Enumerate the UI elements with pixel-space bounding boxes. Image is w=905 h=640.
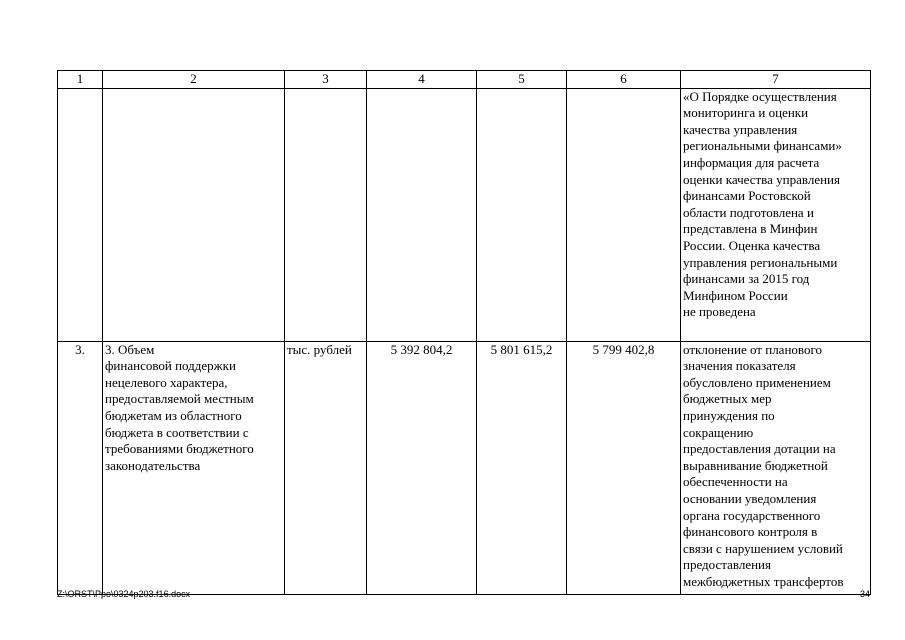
row1-value-5 (477, 88, 567, 341)
data-table (57, 70, 871, 595)
table-row (58, 341, 871, 594)
row2-indicator: 3. Объем финансовой поддержки нецелевого характера, предоставляемой местным бюджетам из областного бюджета в соответствии с требованиями бюджетного законодательства (103, 341, 285, 594)
row1-number (58, 88, 103, 341)
page-number: 34 (859, 589, 870, 599)
row1-comment: «О Порядке осуществления мониторинга и оценки качества управления региональными финансами» информация для расчета оценки качества управления финансами Ростовской области подготовлена и представлена в Минфин России. Оценка качества управления региональными финансами за 2015 год Минфином России не проведена (681, 88, 871, 341)
footer-file-path: Z:\ORST\Ppo\0324p203.f16.docx (57, 589, 191, 599)
header-cell-4: 4 (367, 71, 477, 89)
row2-value-4: 5 392 804,2 (367, 341, 477, 594)
header-cell-7: 7 (681, 71, 871, 89)
row1-value-4 (367, 88, 477, 341)
row2-value-6: 5 799 402,8 (567, 341, 681, 594)
row2-number: 3. (58, 341, 103, 594)
row2-value-5: 5 801 615,2 (477, 341, 567, 594)
row2-unit: тыс. рублей (285, 341, 367, 594)
header-cell-5: 5 (477, 71, 567, 89)
row1-indicator (103, 88, 285, 341)
row1-unit (285, 88, 367, 341)
row2-comment: отклонение от планового значения показателя обусловлено применением бюджетных мер принуждения по сокращению предоставления дотации на выравнивание бюджетной обеспеченности на основании уведомления органа государственного финансового контроля в связи с нарушением условий предоставления межбюджетных трансфертов (681, 341, 871, 594)
row1-value-6 (567, 88, 681, 341)
header-cell-2: 2 (103, 71, 285, 89)
header-cell-6: 6 (567, 71, 681, 89)
header-row (58, 71, 871, 89)
header-cell-1: 1 (58, 71, 103, 89)
table-row (58, 88, 871, 341)
header-cell-3: 3 (285, 71, 367, 89)
